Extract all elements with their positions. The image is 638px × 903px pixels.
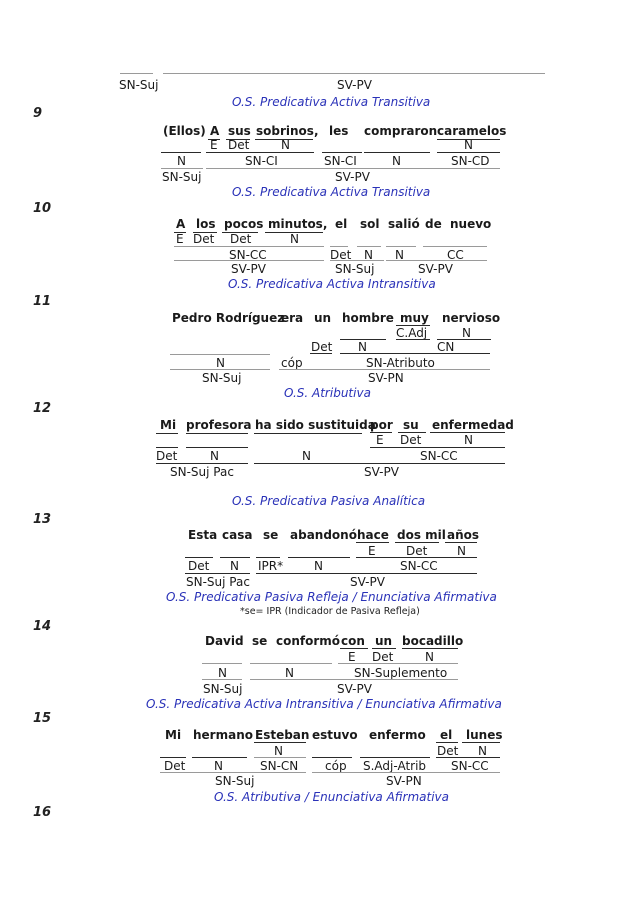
word: (Ellos) — [163, 124, 206, 138]
analysis-label: Det — [164, 759, 186, 773]
analysis-label: N — [274, 744, 283, 758]
analysis-label: SN-CD — [451, 154, 490, 168]
sentence-caption: O.S. Predicativa Activa Transitiva — [232, 95, 431, 109]
analysis-label: Det — [193, 232, 215, 246]
underline — [185, 557, 213, 558]
word: sol — [360, 217, 380, 231]
sentence-caption: O.S. Predicativa Activa Intransitiva — [228, 277, 436, 291]
underline — [312, 757, 352, 758]
underline — [156, 447, 178, 448]
underline — [250, 679, 458, 680]
footnote: *se= IPR (Indicador de Pasiva Refleja) — [240, 606, 420, 617]
underline — [445, 542, 477, 543]
analysis-label: SN-Suj — [162, 170, 202, 184]
underline — [396, 339, 430, 340]
analysis-label: SV-PV — [335, 170, 370, 184]
sentence-number-12: 12 — [33, 401, 52, 416]
analysis-label: N — [216, 356, 225, 370]
underline — [370, 447, 505, 448]
sentence-caption: O.S. Atributiva / Enunciativa Afirmativa — [214, 790, 450, 804]
analysis-label: N — [457, 544, 466, 558]
underline — [254, 463, 505, 464]
underline — [288, 557, 350, 558]
underline — [423, 246, 487, 247]
sentence-number-15: 15 — [33, 711, 52, 726]
analysis-label: N — [358, 340, 367, 354]
analysis-label: C.Adj — [396, 326, 428, 340]
word: Mi — [160, 418, 177, 432]
underline — [340, 648, 368, 649]
analysis-label: N — [314, 559, 323, 573]
analysis-label: N — [462, 326, 471, 340]
analysis-label: SV-PV — [231, 262, 266, 276]
word: compraron — [364, 124, 438, 138]
sentence-number-16: 16 — [33, 805, 52, 820]
word: dos mil — [397, 528, 446, 542]
word: A — [176, 217, 186, 231]
word: Pedro Rodríguez — [172, 311, 285, 325]
word: hace — [357, 528, 389, 542]
analysis-label: N — [210, 449, 219, 463]
word: A — [210, 124, 220, 138]
analysis-label: E — [210, 138, 218, 152]
word: David — [205, 634, 244, 648]
word: bocadillo — [402, 634, 464, 648]
underline — [160, 757, 186, 758]
analysis-label: N — [464, 138, 473, 152]
analysis-label: N — [230, 559, 239, 573]
analysis-label: Det — [188, 559, 210, 573]
analysis-label: Det — [330, 248, 352, 262]
analysis-label: SV-PV — [337, 682, 372, 696]
word: los — [196, 217, 216, 231]
word: muy — [400, 311, 429, 325]
underline — [279, 369, 490, 370]
word: minutos, — [268, 217, 328, 231]
analysis-label: Det — [400, 433, 422, 447]
analysis-label: N — [218, 666, 227, 680]
underline — [161, 152, 201, 153]
underline — [174, 260, 324, 261]
analysis-label: Det — [406, 544, 428, 558]
word: nervioso — [442, 311, 501, 325]
underline — [338, 663, 458, 664]
sentence-number-13: 13 — [33, 512, 52, 527]
underline — [170, 354, 270, 355]
analysis-label: SN-Suj — [335, 262, 375, 276]
sentence-number-9: 9 — [33, 106, 43, 121]
analysis-label: Det — [437, 744, 459, 758]
analysis-label: N — [364, 248, 373, 262]
analysis-label: CN — [437, 340, 455, 354]
word: salió — [388, 217, 420, 231]
underline — [170, 369, 270, 370]
underline — [174, 246, 324, 247]
underline — [386, 246, 416, 247]
analysis-label: N — [302, 449, 311, 463]
word: por — [370, 418, 393, 432]
analysis-label: E — [376, 433, 384, 447]
underline — [256, 573, 477, 574]
underline — [206, 168, 500, 169]
underline — [356, 542, 389, 543]
analysis-label: SN-Atributo — [366, 356, 435, 370]
underline — [356, 557, 477, 558]
sentence-caption: O.S. Predicativa Activa Transitiva — [232, 185, 431, 199]
word: enfermedad — [432, 418, 514, 432]
underline — [185, 573, 250, 574]
word: abandonó — [290, 528, 357, 542]
analysis-label: SV-PV — [418, 262, 453, 276]
underline — [254, 433, 362, 434]
underline — [330, 260, 384, 261]
sentence-caption: O.S. Atributiva — [284, 386, 371, 400]
label-sv-pv: SV-PV — [337, 78, 372, 92]
word: caramelos — [437, 124, 507, 138]
word: conformó — [276, 634, 341, 648]
word: nuevo — [450, 217, 492, 231]
analysis-label: IPR* — [258, 559, 284, 573]
sentence-caption: O.S. Predicativa Pasiva Refleja / Enunciativa Afirmativa — [166, 590, 497, 604]
underline — [462, 742, 500, 743]
analysis-label: S.Adj-Atrib — [363, 759, 427, 773]
underline — [372, 648, 396, 649]
word: el — [335, 217, 348, 231]
analysis-label: SN-Suj — [202, 371, 242, 385]
analysis-label: SN-Suj Pac — [186, 575, 250, 589]
word: enfermo — [369, 728, 426, 742]
analysis-label: Det — [372, 650, 394, 664]
word: profesora — [186, 418, 252, 432]
analysis-label: SN-CC — [420, 449, 458, 463]
analysis-label: E — [176, 232, 184, 246]
underline — [436, 757, 500, 758]
analysis-label: Det — [230, 232, 252, 246]
label-sn-suj: SN-Suj — [119, 78, 159, 92]
word: el — [440, 728, 453, 742]
word: años — [447, 528, 480, 542]
word: casa — [222, 528, 253, 542]
underline — [192, 757, 247, 758]
analysis-label: Det — [311, 340, 333, 354]
analysis-label: Det — [156, 449, 178, 463]
word: pocos — [224, 217, 264, 231]
underline — [357, 246, 381, 247]
underline — [254, 757, 306, 758]
word: les — [329, 124, 349, 138]
underline — [220, 557, 250, 558]
analysis-label: SV-PV — [350, 575, 385, 589]
analysis-label: N — [290, 232, 299, 246]
underline — [156, 463, 248, 464]
analysis-label: Det — [228, 138, 250, 152]
word: se — [252, 634, 268, 648]
word: su — [403, 418, 419, 432]
analysis-label: SN-Suplemento — [354, 666, 448, 680]
underline — [156, 433, 178, 434]
analysis-label: N — [392, 154, 401, 168]
word: hombre — [342, 311, 394, 325]
underline — [402, 648, 458, 649]
underline — [256, 557, 280, 558]
sentence-number-11: 11 — [33, 294, 52, 309]
underline — [202, 679, 242, 680]
word: un — [375, 634, 393, 648]
analysis-label: SV-PV — [364, 465, 399, 479]
analysis-label: N — [214, 759, 223, 773]
analysis-label: E — [368, 544, 376, 558]
analysis-label: SN-CI — [324, 154, 357, 168]
underline — [364, 152, 430, 153]
analysis-label: N — [395, 248, 404, 262]
word: ha sido sustituida — [255, 418, 376, 432]
underline — [436, 742, 458, 743]
word: Esta — [188, 528, 218, 542]
sentence-number-10: 10 — [33, 201, 52, 216]
underline — [202, 663, 242, 664]
sentence-caption: O.S. Predicativa Pasiva Analítica — [232, 494, 426, 508]
analysis-label: N — [464, 433, 473, 447]
word: sobrinos, — [256, 124, 319, 138]
underline — [161, 168, 203, 169]
analysis-label: N — [281, 138, 290, 152]
analysis-label: N — [285, 666, 294, 680]
word: de — [425, 217, 442, 231]
sentence-caption: O.S. Predicativa Activa Intransitiva / Enunciativa Afirmativa — [146, 697, 502, 711]
word: Mi — [165, 728, 182, 742]
word: un — [314, 311, 332, 325]
underline — [160, 772, 306, 773]
word: con — [341, 634, 365, 648]
analysis-label: SN-CC — [451, 759, 489, 773]
word: lunes — [466, 728, 503, 742]
analysis-label: N — [478, 744, 487, 758]
analysis-label: SN-Suj Pac — [170, 465, 234, 479]
analysis-label: SV-PN — [386, 774, 422, 788]
underline — [206, 152, 314, 153]
underline — [386, 260, 487, 261]
underline — [437, 152, 500, 153]
underline — [312, 772, 500, 773]
analysis-label: E — [348, 650, 356, 664]
analysis-label: cóp — [281, 356, 303, 370]
analysis-label: SN-Suj — [203, 682, 243, 696]
underline — [254, 742, 306, 743]
underline — [186, 447, 248, 448]
sentence-number-14: 14 — [33, 619, 52, 634]
underline — [360, 757, 430, 758]
analysis-label: SN-CN — [260, 759, 299, 773]
word: era — [281, 311, 304, 325]
word: hermano — [193, 728, 253, 742]
analysis-label: SV-PN — [368, 371, 404, 385]
word: sus — [228, 124, 251, 138]
analysis-label: N — [425, 650, 434, 664]
word: Esteban — [255, 728, 310, 742]
underline — [330, 246, 348, 247]
analysis-label: SN-CI — [245, 154, 278, 168]
underline — [186, 433, 248, 434]
underline — [163, 73, 545, 74]
underline — [120, 73, 153, 74]
analysis-label: CC — [447, 248, 464, 262]
analysis-label: N — [177, 154, 186, 168]
analysis-label: SN-CC — [400, 559, 438, 573]
word: se — [263, 528, 279, 542]
underline — [250, 663, 332, 664]
analysis-label: SN-Suj — [215, 774, 255, 788]
underline — [395, 542, 439, 543]
underline — [322, 152, 362, 153]
analysis-label: cóp — [325, 759, 347, 773]
analysis-label: SN-CC — [229, 248, 267, 262]
word: estuvo — [312, 728, 358, 742]
